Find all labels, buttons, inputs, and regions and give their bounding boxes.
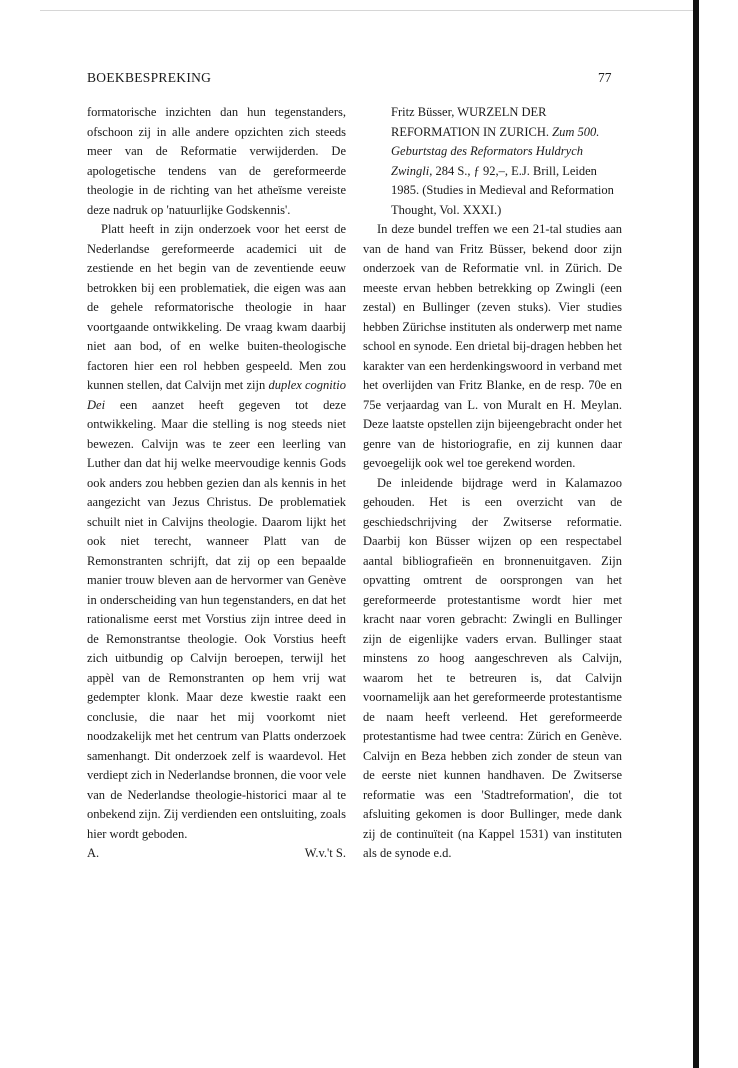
book-reference-title: Fritz Büsser, WURZELN DER REFORMATION IN ZURICH. <box>391 105 553 139</box>
book-reference-details: 284 S., ƒ 92,–, E.J. Brill, Leiden 1985. (Studies in Medieval and Reformation Thought, Vol. XXXI.) <box>391 163 614 217</box>
page-number: 77 <box>598 70 612 85</box>
review-signature <box>87 844 346 864</box>
signature-place: A. <box>87 846 100 860</box>
scan-right-edge-bar <box>693 0 699 1068</box>
book-reference <box>363 103 622 220</box>
book-reference-subtitle: Zum 500. Geburtstag des Reformators Huldrych Zwingli, <box>391 124 600 178</box>
duplex-cognitio-phrase: duplex cognitio Dei <box>87 378 346 412</box>
left-paragraph-2-rest: een aanzet heeft gegeven tot deze ontwikkeling. Maar die stelling is nog steeds niet bewezen. Calvijn was te zeer een leerling van Luther dan dat hij welke meervoudige kennis Gods ook anders zou hebben gezien dan als kennis in het aangezicht van Jezus Christus. De problematiek schuilt niet in Calvijns theologie. Daarom lijkt het ook niet terecht, wanneer Platt van de Remonstranten schrijft, dat zij op een bepaalde manier trouw bleven aan de hervormer van Genève in onderscheiding van hun tegenstanders, en dat het rationalisme eerst met Vorstius zijn intree deed in de Remonstrantse theologie. Ook Vorstius heeft zich uitbundig op Calvijn beroepen, terwijl het appèl van de Remonstranten op hem vrij wat gedempter klonk. Maar deze kwestie raakt een conclusie, die naar het mij voorkomt niet noodzakelijk met het centrum van Platts onderzoek samenhangt. Dit onderzoek zelf is waardevol. Het verdiept zich in Nederlandse bronnen, die voor vele van de Nederlandse theologie-historici maar al te onbekend zijn. Zij verdienden een ontsluiting, zoals hier wordt geboden. <box>87 397 346 841</box>
right-paragraph-1: In deze bundel treffen we een 21-tal studies aan van de hand van Fritz Büsser, bekend door zijn onderzoek van de Reformatie vnl. in Zürich. De meeste ervan hebben betrekking op Zwingli (een zestal) en Bullinger (zeven stuks). Vier studies hebben Zürichse instituten als onderwerp met name school en synode. Een drietal bij-dragen hebben het karakter van een herdenkingswoord in verband met het overlijden van Fritz Blanke, en de resp. 70e en 75e verjaardag van L. von Muralt en H. Meylan. Deze laatste opstellen zijn bijeengebracht onder het genre van de historiografie, en zij kunnen daar gevoegelijk ook wel toe gerekend worden. <box>363 222 622 470</box>
scan-top-edge <box>40 10 695 11</box>
right-column <box>363 103 622 864</box>
running-title: BOEKBESPREKING <box>87 70 212 85</box>
right-paragraph-2: De inleidende bijdrage werd in Kalamazoo gehouden. Het is een overzicht van de geschiedschrijving der Zwitserse reformatie. Daarbij kon Büsser wijzen op een respectabel aantal bibliografieën en bronnenuitgaven. Zijn opvatting omtrent de oorsprongen van het gereformeerde protestantisme wordt hier met kracht naar voren gebracht: Zwingli en Bullinger zijn de eigenlijke vaders ervan. Bullinger staat minstens zo hoog aangeschreven als Calvijn, waarom het te betreuren is, dat Calvijn voornamelijk aan het gereformeerde protestantisme de naam heeft verleend. Het gereformeerde protestantisme had twee centra: Zürich en Genève. Calvijn en Beza hebben zich zonder de steun van de eerste niet kunnen handhaven. De Zwitserse reformatie was een 'Stadtreformation', die tot afsluiting gekomen is door Bullinger, mede dank zij de continuïteit (na Kappel 1531) van instituten als de synode e.d. <box>363 475 622 860</box>
left-column <box>87 103 346 864</box>
left-paragraph-2 <box>87 220 346 844</box>
left-paragraph-2-start: Platt heeft in zijn onderzoek voor het eerst de Nederlandse gereformeerde academici uit de zestiende en het begin van de zeventiende eeuw betrokken bij een problematiek, die eigen was aan de gehele reformatorische theologie in haar voortgaande ontwikkeling. De vraag kwam daarbij niet aan bod, of en welke buiten-theologische factoren hier een rol hebben gespeeld. Men zou kunnen stellen, dat Calvijn met zijn <box>87 222 346 392</box>
signature-name: W.v.'t S. <box>304 846 346 860</box>
left-paragraph-1: formatorische inzichten dan hun tegenstanders, ofschoon zij in alle andere opzichten zich steeds meer van de Reformatie verwijderden. De apologetische tendens van de gereformeerde theologie in de richting van het atheïsme vereiste deze nadruk op 'natuurlijke Godskennis'. <box>87 105 346 217</box>
